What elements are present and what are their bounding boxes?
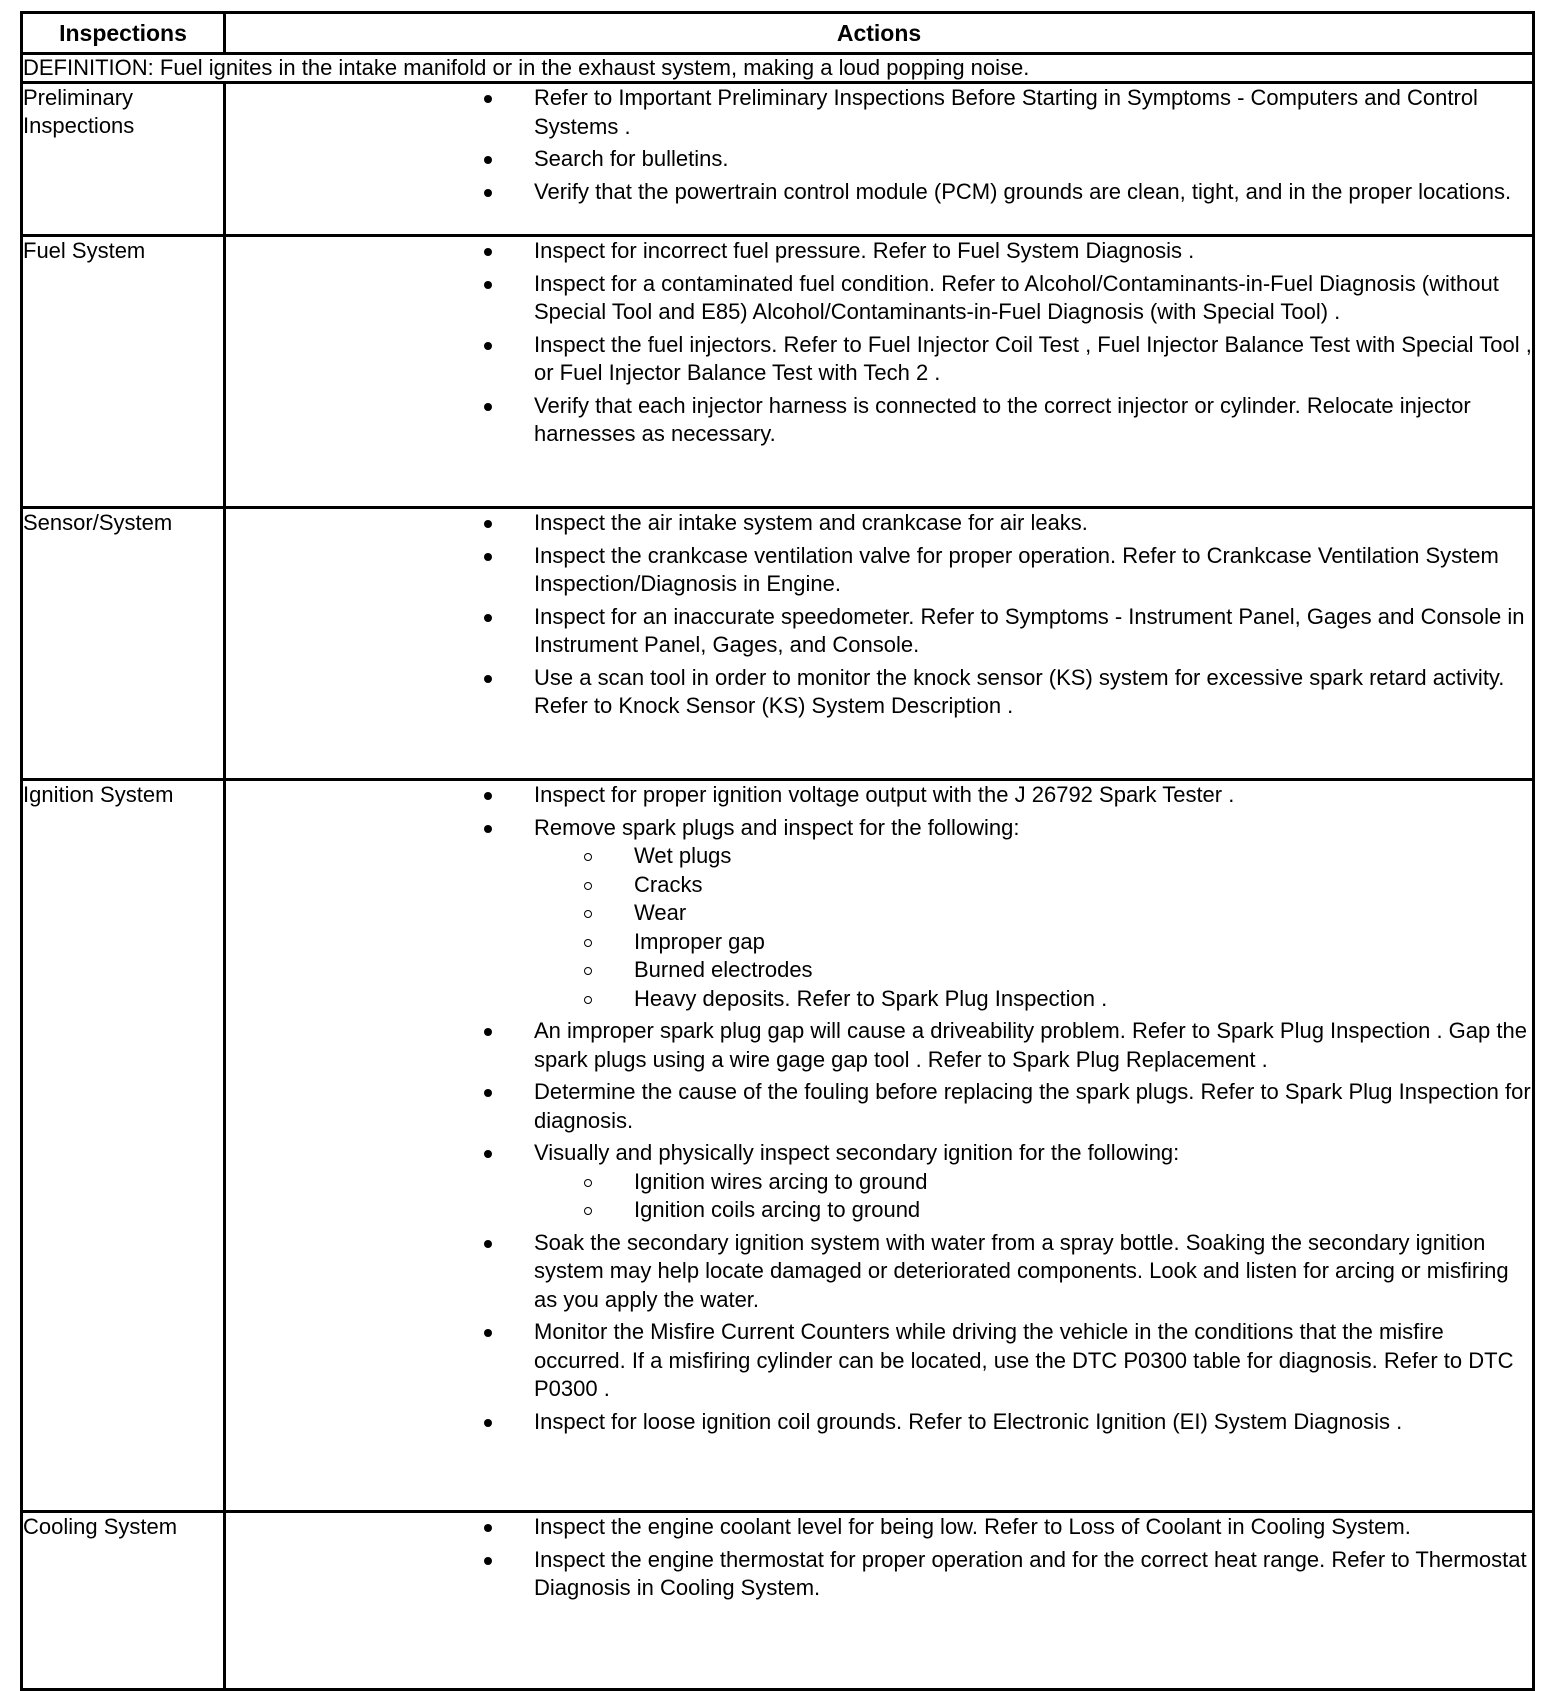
row-label-cooling: Cooling System	[22, 1512, 225, 1690]
sub-item-text: Improper gap	[634, 928, 765, 954]
sub-item-text: Ignition wires arcing to ground	[634, 1168, 928, 1194]
list-item	[226, 542, 1532, 599]
list-item	[226, 331, 1532, 388]
item-text: Visually and physically inspect secondary ignition for the following:	[534, 1140, 1180, 1165]
list-item	[226, 1139, 1532, 1225]
item-text: Inspect for a contaminated fuel condition. Refer to Alcohol/Contaminants-in-Fuel Diagnosis (without Special Tool and E85) Alcohol/Contaminants-in-Fuel Diagnosis (with Special Tool) .	[534, 270, 1499, 324]
bullet-icon	[484, 825, 492, 833]
bullet-icon	[484, 1028, 492, 1036]
list-item	[226, 1318, 1532, 1404]
circle-bullet-icon	[584, 1179, 592, 1187]
table-row	[22, 508, 1534, 780]
definition-text: DEFINITION: Fuel ignites in the intake manifold or in the exhaust system, making a loud popping noise.	[22, 54, 1534, 83]
item-text: Use a scan tool in order to monitor the knock sensor (KS) system for excessive spark retard activity. Refer to Knock Sensor (KS) System Description .	[534, 664, 1505, 718]
bullet-icon	[484, 520, 492, 528]
sub-item-text: Wet plugs	[634, 843, 732, 868]
item-text: Remove spark plugs and inspect for the following:	[534, 814, 1020, 840]
bullet-icon	[484, 1240, 492, 1248]
list-item	[226, 814, 1532, 1014]
list-item	[226, 178, 1532, 207]
bullet-icon	[484, 792, 492, 800]
bullet-icon	[484, 614, 492, 622]
sub-item-text: Ignition coils arcing to ground	[634, 1197, 921, 1222]
list-item	[226, 1078, 1532, 1135]
item-text: Soak the secondary ignition system with water from a spray bottle. Soaking the secondary ignition system may help locate damaged or deteriorated components. Look and listen for arcing or misfiring as you apply the water.	[534, 1229, 1509, 1312]
list-item	[226, 1546, 1532, 1603]
list-item	[226, 664, 1532, 721]
list-item	[226, 1513, 1532, 1542]
table-row	[22, 1512, 1534, 1690]
sub-list-item	[534, 1196, 1532, 1225]
table-row	[22, 83, 1534, 236]
bullet-icon	[484, 1150, 492, 1158]
item-text: Search for bulletins.	[534, 146, 729, 171]
diagnosis-table	[20, 11, 1535, 1691]
item-text: Inspect the fuel injectors. Refer to Fuel Injector Coil Test , Fuel Injector Balance Test with Special Tool , or Fuel Injector Balance Test with Tech 2 .	[534, 331, 1532, 385]
list-item	[226, 509, 1532, 538]
list-item	[226, 270, 1532, 327]
item-text: Determine the cause of the fouling before replacing the spark plugs. Refer to Spark Plug Inspection for diagnosis.	[534, 1079, 1531, 1133]
table-row	[22, 780, 1534, 1512]
document-page	[20, 11, 1532, 1691]
item-text: Inspect for loose ignition coil grounds. Refer to Electronic Ignition (EI) System Diagnosis .	[534, 1408, 1403, 1434]
bullet-icon	[484, 675, 492, 683]
circle-bullet-icon	[584, 939, 592, 947]
sub-item-text: Heavy deposits. Refer to Spark Plug Inspection .	[634, 985, 1108, 1011]
definition-row	[22, 54, 1534, 83]
item-text: An improper spark plug gap will cause a driveability problem. Refer to Spark Plug Inspection . Gap the spark plugs using a wire gage gap tool . Refer to Spark Plug Replacement .	[534, 1018, 1527, 1072]
bullet-icon	[484, 281, 492, 289]
bullet-icon	[484, 1419, 492, 1427]
item-text: Inspect the engine thermostat for proper operation and for the correct heat range. Refer to Thermostat Diagnosis in Cooling System.	[534, 1546, 1527, 1600]
list-item	[226, 84, 1532, 141]
header-inspections: Inspections	[22, 13, 225, 54]
circle-bullet-icon	[584, 967, 592, 975]
row-label-preliminary: Preliminary Inspections	[22, 83, 225, 236]
item-text: Inspect the crankcase ventilation valve for proper operation. Refer to Crankcase Ventilation System Inspection/Diagnosis in Engine.	[534, 542, 1499, 596]
item-text: Monitor the Misfire Current Counters while driving the vehicle in the conditions that the misfire occurred. If a misfiring cylinder can be located, use the DTC P0300 table for diagnosis. Refer to DTC P0300 .	[534, 1319, 1514, 1401]
row-actions-preliminary	[225, 83, 1534, 236]
list-item	[226, 392, 1532, 449]
list-item	[226, 145, 1532, 174]
spark-plug-sublist	[534, 842, 1532, 1013]
row-label-ignition: Ignition System	[22, 780, 225, 1512]
bullet-icon	[484, 1557, 492, 1565]
secondary-ignition-sublist	[534, 1168, 1532, 1225]
header-actions: Actions	[225, 13, 1534, 54]
circle-bullet-icon	[584, 882, 592, 890]
circle-bullet-icon	[584, 853, 592, 861]
list-item	[226, 781, 1532, 810]
item-text: Verify that each injector harness is connected to the correct injector or cylinder. Relocate injector harnesses as necessary.	[534, 392, 1471, 446]
list-item	[226, 1229, 1532, 1315]
bullet-icon	[484, 1524, 492, 1532]
sub-list-item	[534, 956, 1532, 985]
sub-list-item	[534, 928, 1532, 957]
sub-list-item	[534, 871, 1532, 900]
bullet-icon	[484, 189, 492, 197]
bullet-icon	[484, 1329, 492, 1337]
bullet-icon	[484, 403, 492, 411]
row-label-sensor: Sensor/System	[22, 508, 225, 780]
sub-item-text: Cracks	[634, 871, 703, 897]
circle-bullet-icon	[584, 910, 592, 918]
item-text: Inspect for an inaccurate speedometer. Refer to Symptoms - Instrument Panel, Gages and Console in Instrument Panel, Gages, and Console.	[534, 603, 1525, 657]
bullet-icon	[484, 553, 492, 561]
list-item	[226, 603, 1532, 660]
bullet-icon	[484, 95, 492, 103]
sub-list-item	[534, 1168, 1532, 1197]
sub-item-text: Wear	[634, 900, 687, 925]
bullet-icon	[484, 248, 492, 256]
row-actions-sensor	[225, 508, 1534, 780]
table-row	[22, 236, 1534, 508]
sub-list-item	[534, 842, 1532, 871]
item-text: Inspect the engine coolant level for being low. Refer to Loss of Coolant in Cooling System.	[534, 1514, 1411, 1539]
row-actions-fuel	[225, 236, 1534, 508]
bullet-icon	[484, 1089, 492, 1097]
bullet-icon	[484, 342, 492, 350]
item-text: Inspect for incorrect fuel pressure. Refer to Fuel System Diagnosis .	[534, 238, 1195, 263]
sub-item-text: Burned electrodes	[634, 957, 813, 982]
circle-bullet-icon	[584, 996, 592, 1004]
list-item	[226, 237, 1532, 266]
item-text: Verify that the powertrain control module (PCM) grounds are clean, tight, and in the proper locations.	[534, 178, 1512, 204]
list-item	[226, 1017, 1532, 1074]
header-row	[22, 13, 1534, 54]
sub-list-item	[534, 985, 1532, 1014]
bullet-icon	[484, 156, 492, 164]
item-text: Refer to Important Preliminary Inspections Before Starting in Symptoms - Computers and Control Systems .	[534, 85, 1478, 139]
item-text: Inspect for proper ignition voltage output with the J 26792 Spark Tester .	[534, 782, 1235, 807]
row-actions-ignition	[225, 780, 1534, 1512]
item-text: Inspect the air intake system and crankcase for air leaks.	[534, 510, 1088, 535]
row-label-fuel: Fuel System	[22, 236, 225, 508]
row-actions-cooling	[225, 1512, 1534, 1690]
sub-list-item	[534, 899, 1532, 928]
list-item	[226, 1408, 1532, 1437]
circle-bullet-icon	[584, 1207, 592, 1215]
